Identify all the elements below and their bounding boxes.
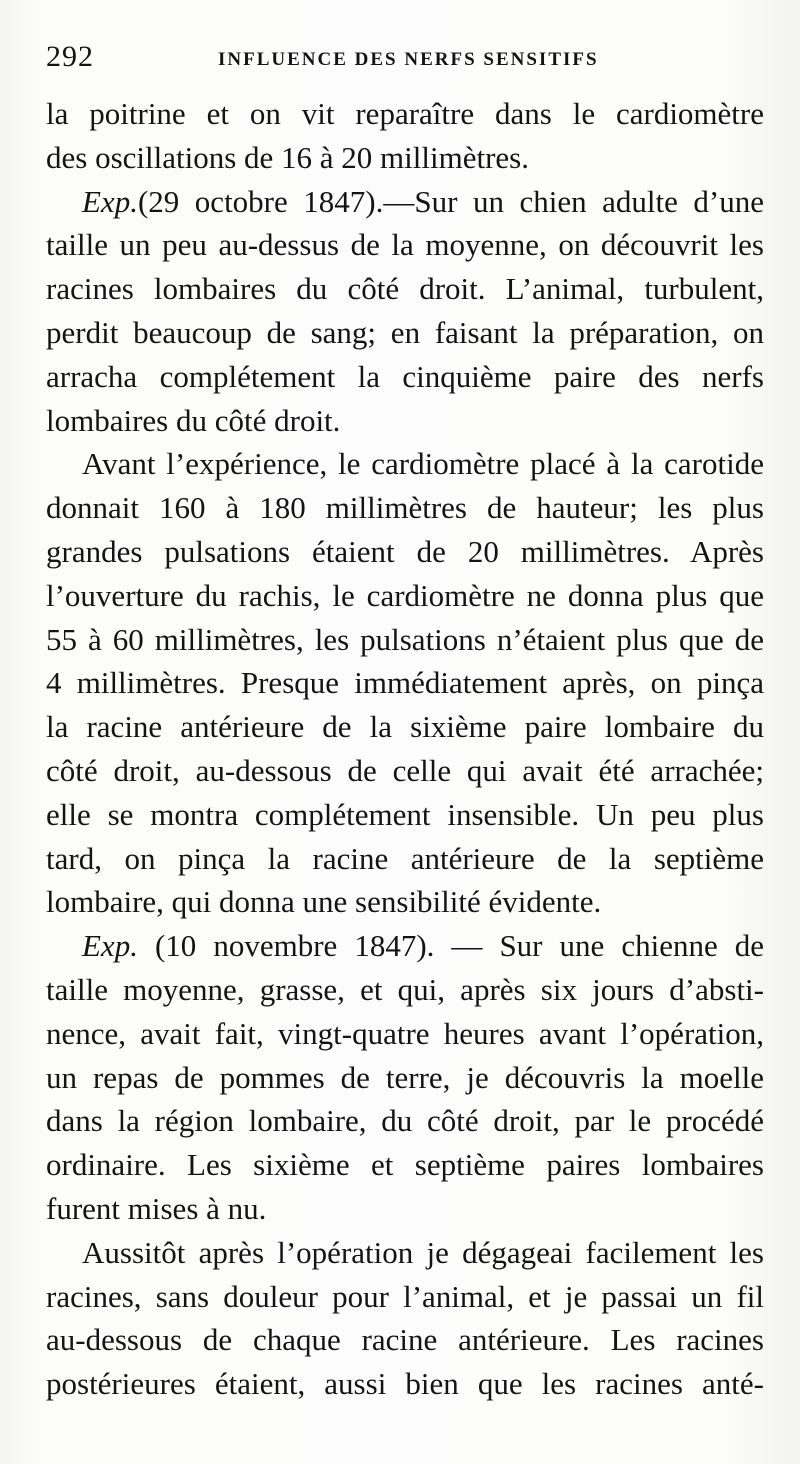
text-line-4: taille un peu au-dessus de la moyenne, on découvrit les — [46, 227, 764, 263]
text-line-3 — [46, 180, 764, 224]
text-line-6: perdit beaucoup de sang; en faisant la préparation, on — [46, 314, 764, 350]
experiment-label: Exp. — [82, 183, 138, 219]
text-line-16: côté droit, au-dessous de celle qui avait été arrachée; — [46, 752, 764, 788]
page-header — [46, 40, 766, 80]
text-line-15: la racine antérieure de la sixième paire lombaire du — [46, 709, 764, 745]
text-line-23: un repas de pommes de terre, je découvris la moelle — [46, 1059, 764, 1095]
text-line-19: lombaire, qui donna une sensibilité évidente. — [46, 884, 602, 920]
text-line-20 — [46, 924, 764, 968]
body-text — [46, 92, 764, 1406]
text-line-11: grandes pulsations étaient de 20 millimètres. Après — [46, 533, 764, 569]
text-line-22: nence, avait fait, vingt-quatre heures avant l’opération, — [46, 1015, 764, 1051]
text-line-12: l’ouverture du rachis, le cardiomètre ne donna plus que — [46, 577, 764, 613]
text-line-18: tard, on pinça la racine antérieure de la septième — [46, 840, 764, 876]
text-line-28: racines, sans douleur pour l’animal, et je passai un fil — [46, 1278, 764, 1314]
text-line-20-content: (10 novembre 1847). — Sur une chienne de — [154, 928, 764, 964]
text-line-17: elle se montra complétement insensible. Un peu plus — [46, 796, 764, 832]
text-line-25: ordinaire. Les sixième et septième paires lombaires — [46, 1147, 764, 1183]
text-line-8: lombaires du côté droit. — [46, 402, 341, 438]
text-line-30: postérieures étaient, aussi bien que les racines anté- — [46, 1366, 764, 1402]
text-line-1: la poitrine et on vit reparaître dans le cardiomètre — [46, 96, 764, 131]
text-line-3-content: (29 octobre 1847).—Sur un chien adulte d’une — [137, 183, 764, 219]
text-line-5: racines lombaires du côté droit. L’animal, turbulent, — [46, 271, 764, 307]
text-line-7: arracha complétement la cinquième paire des nerfs — [46, 358, 764, 394]
text-line-2: des oscillations de 16 à 20 millimètres. — [46, 139, 529, 175]
text-line-29: au-dessous de chaque racine antérieure. Les racines — [46, 1322, 764, 1358]
text-line-9: Avant l’expérience, le cardiomètre placé à la carotide — [82, 446, 764, 482]
text-line-10: donnait 160 à 180 millimètres de hauteur; les plus — [46, 490, 764, 526]
text-line-27: Aussitôt après l’opération je dégageai facilement les — [82, 1234, 764, 1270]
text-line-24: dans la région lombaire, du côté droit, par le procédé — [46, 1103, 764, 1139]
running-title: INFLUENCE DES NERFS SENSITIFS — [218, 49, 599, 70]
page-number: 292 — [46, 40, 94, 73]
text-line-26: furent mises à nu. — [46, 1190, 267, 1226]
experiment-label: Exp. — [82, 928, 138, 964]
text-line-14: 4 millimètres. Presque immédiatement après, on pinça — [46, 665, 764, 701]
text-line-13: 55 à 60 millimètres, les pulsations n’étaient plus que de — [46, 621, 764, 657]
text-line-21: taille moyenne, grasse, et qui, après six jours d’absti- — [46, 971, 764, 1007]
